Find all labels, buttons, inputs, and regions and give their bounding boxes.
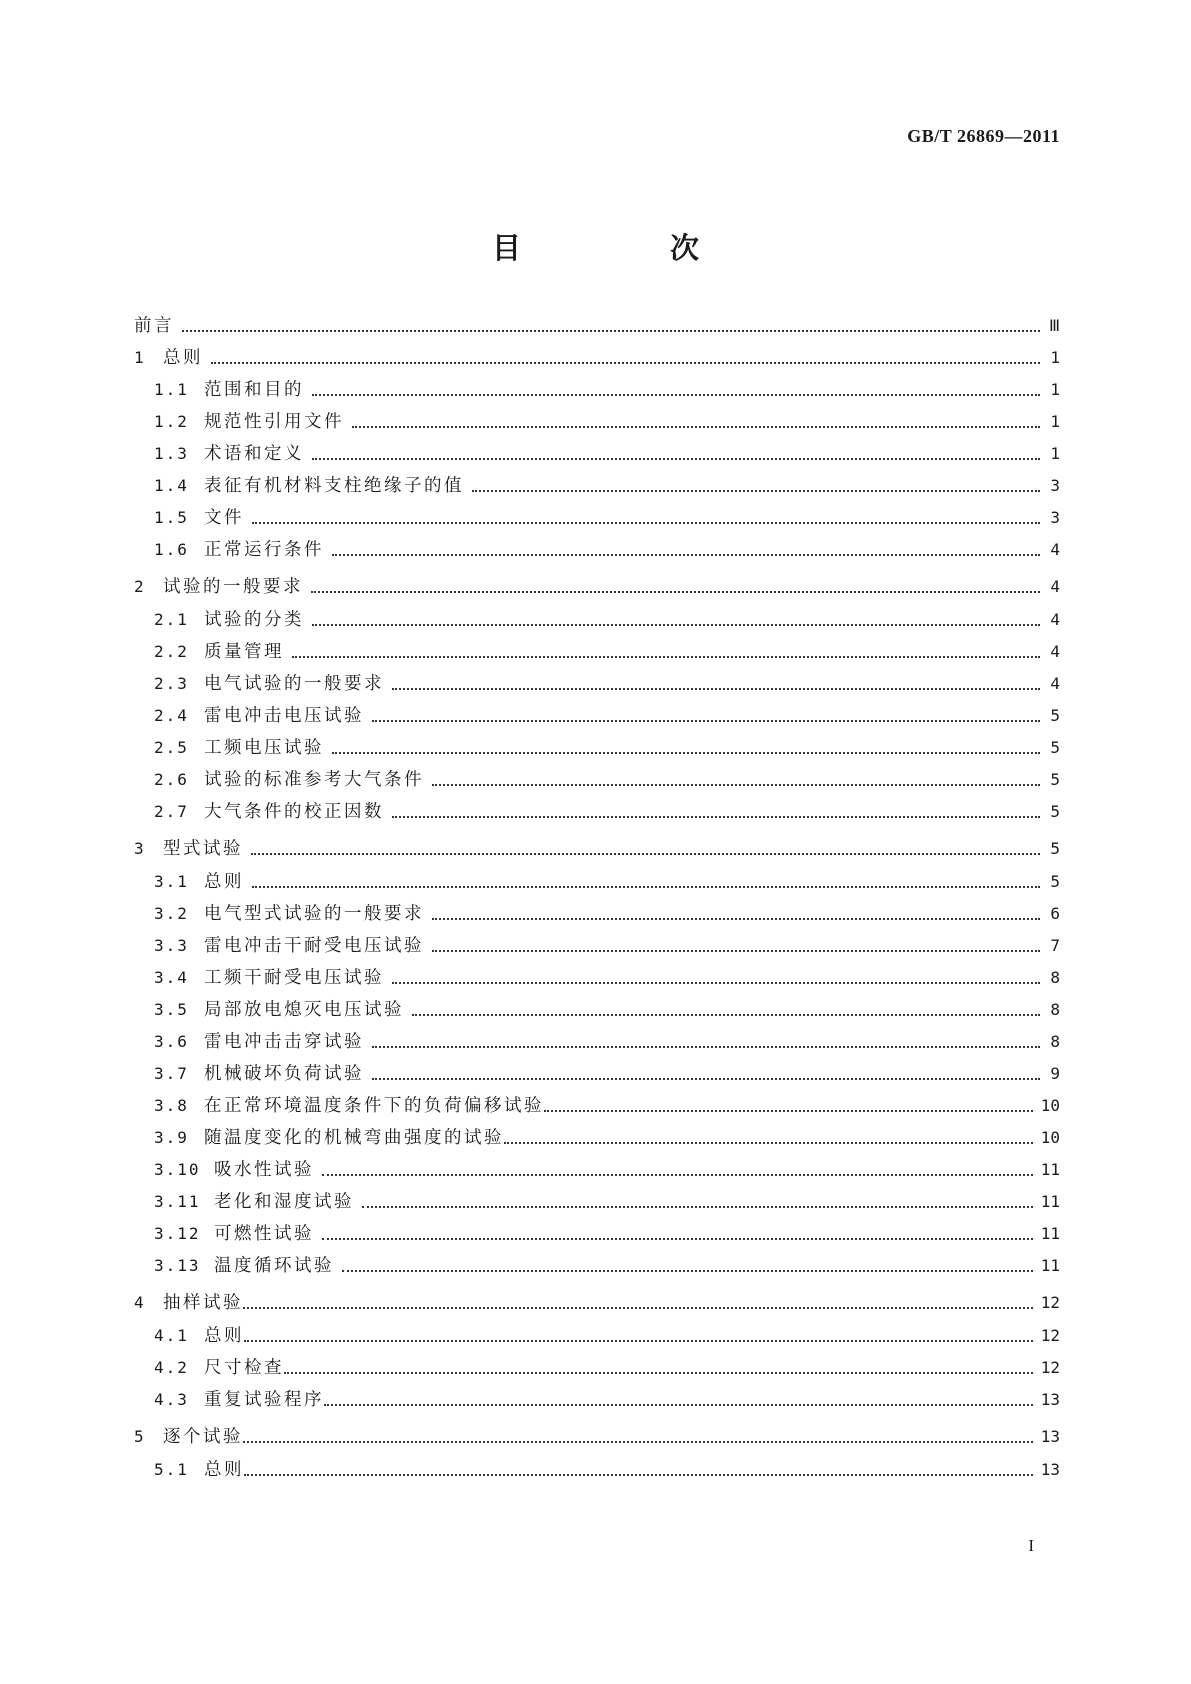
- toc-entry-page: 5: [1050, 802, 1060, 821]
- toc-leader: [244, 1340, 1033, 1342]
- toc-leader: [372, 720, 1040, 722]
- toc-entry-page: 1: [1050, 380, 1060, 399]
- toc-entry-label: 规范性引用文件: [204, 412, 344, 432]
- toc-leader: [244, 1474, 1033, 1476]
- toc-entry-page: 8: [1050, 1000, 1060, 1019]
- toc-entry[interactable]: [134, 607, 1060, 633]
- toc-entry-number: 1.1: [154, 380, 189, 399]
- toc-entry[interactable]: [134, 997, 1060, 1023]
- toc-leader: [312, 458, 1040, 460]
- toc-entry-page: 5: [1050, 872, 1060, 891]
- toc-leader: [251, 853, 1040, 855]
- toc-entry-page: 5: [1050, 770, 1060, 789]
- toc-entry-number: 3.8: [154, 1096, 189, 1115]
- toc-leader: [312, 394, 1040, 396]
- toc-entry-number: 2.5: [154, 738, 189, 757]
- toc-entry[interactable]: [134, 1424, 1060, 1450]
- toc-entry-label: 总则: [204, 1326, 244, 1346]
- toc-entry-page: 1: [1050, 348, 1060, 367]
- toc-entry[interactable]: [134, 639, 1060, 665]
- toc-leader: [252, 886, 1040, 888]
- toc-entry-label: 在正常环境温度条件下的负荷偏移试验: [204, 1096, 544, 1116]
- toc-entry[interactable]: [134, 1253, 1060, 1279]
- toc-entry-page: 13: [1040, 1460, 1060, 1479]
- toc-leader: [312, 624, 1040, 626]
- toc-entry-label: 大气条件的校正因数: [204, 802, 384, 822]
- toc-leader: [352, 426, 1040, 428]
- toc-entry-label: 试验的一般要求: [163, 577, 303, 597]
- toc-entry-number: 1.4: [154, 476, 189, 495]
- toc-leader: [372, 1046, 1040, 1048]
- toc-leader: [322, 1174, 1033, 1176]
- toc-entry-number: 2.1: [154, 610, 189, 629]
- toc-entry-page: 12: [1040, 1358, 1060, 1377]
- toc-entry-page: 10: [1040, 1128, 1060, 1147]
- toc-entry-label: 工频电压试验: [204, 738, 324, 758]
- page-title: 目 次: [491, 231, 759, 265]
- toc-entry-label: 前言: [134, 316, 174, 336]
- toc-leader: [472, 490, 1040, 492]
- toc-entry[interactable]: [134, 1387, 1060, 1413]
- toc-entry-label: 质量管理: [204, 642, 284, 662]
- toc-entry-page: 8: [1050, 968, 1060, 987]
- toc-entry-number: 2.4: [154, 706, 189, 725]
- toc-entry-number: 4: [134, 1293, 146, 1312]
- toc-entry[interactable]: [134, 574, 1060, 600]
- toc-entry-label: 重复试验程序: [204, 1390, 324, 1410]
- toc-entry-page: 6: [1050, 904, 1060, 923]
- toc-entry-label: 吸水性试验: [214, 1160, 314, 1180]
- toc-entry-page: 12: [1040, 1326, 1060, 1345]
- toc-entry-page: 4: [1050, 610, 1060, 629]
- toc-leader: [372, 1078, 1040, 1080]
- toc-entry[interactable]: [134, 671, 1060, 697]
- toc-entry-number: 4.3: [154, 1390, 189, 1409]
- toc-entry-page: 9: [1050, 1064, 1060, 1083]
- toc-entry-label: 电气试验的一般要求: [204, 674, 384, 694]
- toc-entry[interactable]: [134, 505, 1060, 531]
- toc-entry-page: 11: [1040, 1192, 1060, 1211]
- toc-entry-number: 3.7: [154, 1064, 189, 1083]
- toc-entry-label: 试验的标准参考大气条件: [204, 770, 424, 790]
- page-number: I: [1028, 1536, 1034, 1555]
- toc-entry[interactable]: [134, 1029, 1060, 1055]
- toc-entry[interactable]: [134, 377, 1060, 403]
- toc-entry-page: 4: [1050, 540, 1060, 559]
- toc-entry-label: 逐个试验: [163, 1427, 243, 1447]
- toc-entry-label: 机械破坏负荷试验: [204, 1064, 364, 1084]
- standard-number: GB/T 26869—2011: [907, 126, 1060, 146]
- toc-entry[interactable]: [134, 933, 1060, 959]
- toc-entry-number: 2.2: [154, 642, 189, 661]
- toc-leader: [432, 918, 1040, 920]
- toc-entry-number: 2.7: [154, 802, 189, 821]
- toc-entry-number: 3.10: [154, 1160, 201, 1179]
- toc-entry-label: 总则: [204, 1460, 244, 1480]
- toc-entry-number: 2: [134, 577, 146, 596]
- toc-leader: [322, 1238, 1033, 1240]
- toc-entry[interactable]: [134, 965, 1060, 991]
- toc-entry-number: 1.2: [154, 412, 189, 431]
- toc-entry[interactable]: [134, 799, 1060, 825]
- toc-entry-label: 尺寸检查: [204, 1358, 284, 1378]
- toc-leader: [311, 591, 1040, 593]
- toc-entry-page: 3: [1050, 508, 1060, 527]
- toc-entry-page: 3: [1050, 476, 1060, 495]
- toc-entry[interactable]: [134, 1189, 1060, 1215]
- toc-entry[interactable]: [134, 1457, 1060, 1483]
- toc-entry[interactable]: [134, 767, 1060, 793]
- toc-entry-number: 3.4: [154, 968, 189, 987]
- toc-entry-label: 表征有机材料支柱绝缘子的值: [204, 476, 464, 496]
- toc-entry-page: 11: [1040, 1256, 1060, 1275]
- toc-leader: [392, 688, 1040, 690]
- toc-entry-label: 工频干耐受电压试验: [204, 968, 384, 988]
- toc-entry[interactable]: [134, 1221, 1060, 1247]
- toc-entry-page: 4: [1050, 674, 1060, 693]
- toc-entry-label: 正常运行条件: [204, 540, 324, 560]
- toc-entry-number: 2.6: [154, 770, 189, 789]
- toc-leader: [412, 1014, 1040, 1016]
- toc-leader: [504, 1142, 1033, 1144]
- toc-entry[interactable]: [134, 869, 1060, 895]
- toc-entry-number: 3.11: [154, 1192, 201, 1211]
- toc-entry-number: 4.2: [154, 1358, 189, 1377]
- toc-entry-page: Ⅲ: [1048, 316, 1060, 335]
- toc-leader: [292, 656, 1040, 658]
- toc-leader: [544, 1110, 1033, 1112]
- toc-entry-number: 1.3: [154, 444, 189, 463]
- toc-entry-number: 4.1: [154, 1326, 189, 1345]
- toc-entry-page: 1: [1050, 412, 1060, 431]
- toc-entry-label: 试验的分类: [204, 610, 304, 630]
- toc-entry-page: 5: [1050, 706, 1060, 725]
- toc-entry-label: 可燃性试验: [214, 1224, 314, 1244]
- toc-entry-number: 3.2: [154, 904, 189, 923]
- toc-entry-page: 8: [1050, 1032, 1060, 1051]
- toc-entry-number: 3.13: [154, 1256, 201, 1275]
- toc-entry-label: 雷电冲击电压试验: [204, 706, 364, 726]
- toc-entry-number: 3.9: [154, 1128, 189, 1147]
- toc-leader: [243, 1441, 1033, 1443]
- toc-leader: [362, 1206, 1033, 1208]
- toc-entry[interactable]: [134, 836, 1060, 862]
- toc-leader: [392, 816, 1040, 818]
- toc-entry-number: 1.6: [154, 540, 189, 559]
- toc-entry[interactable]: [134, 441, 1060, 467]
- toc-leader: [252, 522, 1040, 524]
- toc-leader: [432, 950, 1040, 952]
- toc-entry-number: 3.12: [154, 1224, 201, 1243]
- toc-entry-number: 1: [134, 348, 146, 367]
- toc-entry-page: 4: [1050, 642, 1060, 661]
- toc-entry-page: 5: [1050, 738, 1060, 757]
- toc-entry-number: 3.3: [154, 936, 189, 955]
- toc-entry-page: 1: [1050, 444, 1060, 463]
- toc-entry-number: 2.3: [154, 674, 189, 693]
- toc-entry-page: 4: [1050, 577, 1060, 596]
- toc-entry-page: 5: [1050, 839, 1060, 858]
- toc-entry[interactable]: [134, 1125, 1060, 1151]
- toc-entry[interactable]: [134, 345, 1060, 371]
- toc-leader: [432, 784, 1040, 786]
- toc-entry[interactable]: [134, 1323, 1060, 1349]
- toc-leader: [332, 752, 1040, 754]
- toc-entry[interactable]: [134, 703, 1060, 729]
- toc-entry[interactable]: [134, 1355, 1060, 1381]
- toc-leader: [284, 1372, 1033, 1374]
- toc-leader: [332, 554, 1040, 556]
- toc-entry-number: 1.5: [154, 508, 189, 527]
- toc-entry-label: 总则: [204, 872, 244, 892]
- toc-entry-label: 文件: [204, 508, 244, 528]
- toc-entry-number: 5.1: [154, 1460, 189, 1479]
- toc-entry-label: 温度循环试验: [214, 1256, 334, 1276]
- toc-entry-label: 总则: [163, 348, 203, 368]
- toc-entry-label: 局部放电熄灭电压试验: [204, 1000, 404, 1020]
- toc-entry[interactable]: [134, 901, 1060, 927]
- toc-entry[interactable]: [134, 537, 1060, 563]
- toc-entry[interactable]: [134, 1290, 1060, 1316]
- toc-leader: [182, 330, 1040, 332]
- toc-entry[interactable]: [134, 473, 1060, 499]
- toc-entry-label: 抽样试验: [163, 1293, 243, 1313]
- toc-entry-number: 5: [134, 1427, 146, 1446]
- toc-entry[interactable]: [134, 1157, 1060, 1183]
- toc-entry-label: 范围和目的: [204, 380, 304, 400]
- toc-entry-label: 随温度变化的机械弯曲强度的试验: [204, 1128, 504, 1148]
- toc-entry-number: 3.1: [154, 872, 189, 891]
- toc-entry-label: 术语和定义: [204, 444, 304, 464]
- toc-entry-page: 11: [1040, 1160, 1060, 1179]
- toc-entry[interactable]: [134, 735, 1060, 761]
- toc-entry-page: 11: [1040, 1224, 1060, 1243]
- toc-entry-page: 10: [1040, 1096, 1060, 1115]
- toc-leader: [392, 982, 1040, 984]
- toc-entry-label: 型式试验: [163, 839, 243, 859]
- toc-entry[interactable]: [134, 409, 1060, 435]
- toc-entry-label: 雷电冲击干耐受电压试验: [204, 936, 424, 956]
- toc-entry-page: 13: [1040, 1390, 1060, 1409]
- toc-entry-label: 老化和湿度试验: [214, 1192, 354, 1212]
- toc-entry-page: 13: [1040, 1427, 1060, 1446]
- toc-leader: [243, 1307, 1033, 1309]
- toc-entry[interactable]: [134, 1061, 1060, 1087]
- toc-leader: [211, 362, 1040, 364]
- toc-entry-number: 3.5: [154, 1000, 189, 1019]
- toc-entry-number: 3.6: [154, 1032, 189, 1051]
- toc-leader: [342, 1270, 1033, 1272]
- toc-entry-label: 雷电冲击击穿试验: [204, 1032, 364, 1052]
- toc-leader: [324, 1404, 1033, 1406]
- toc-entry-label: 电气型式试验的一般要求: [204, 904, 424, 924]
- toc-entry[interactable]: [134, 313, 1060, 339]
- toc-entry-number: 3: [134, 839, 146, 858]
- toc-entry[interactable]: [134, 1093, 1060, 1119]
- toc-entry-page: 12: [1040, 1293, 1060, 1312]
- toc-entry-page: 7: [1050, 936, 1060, 955]
